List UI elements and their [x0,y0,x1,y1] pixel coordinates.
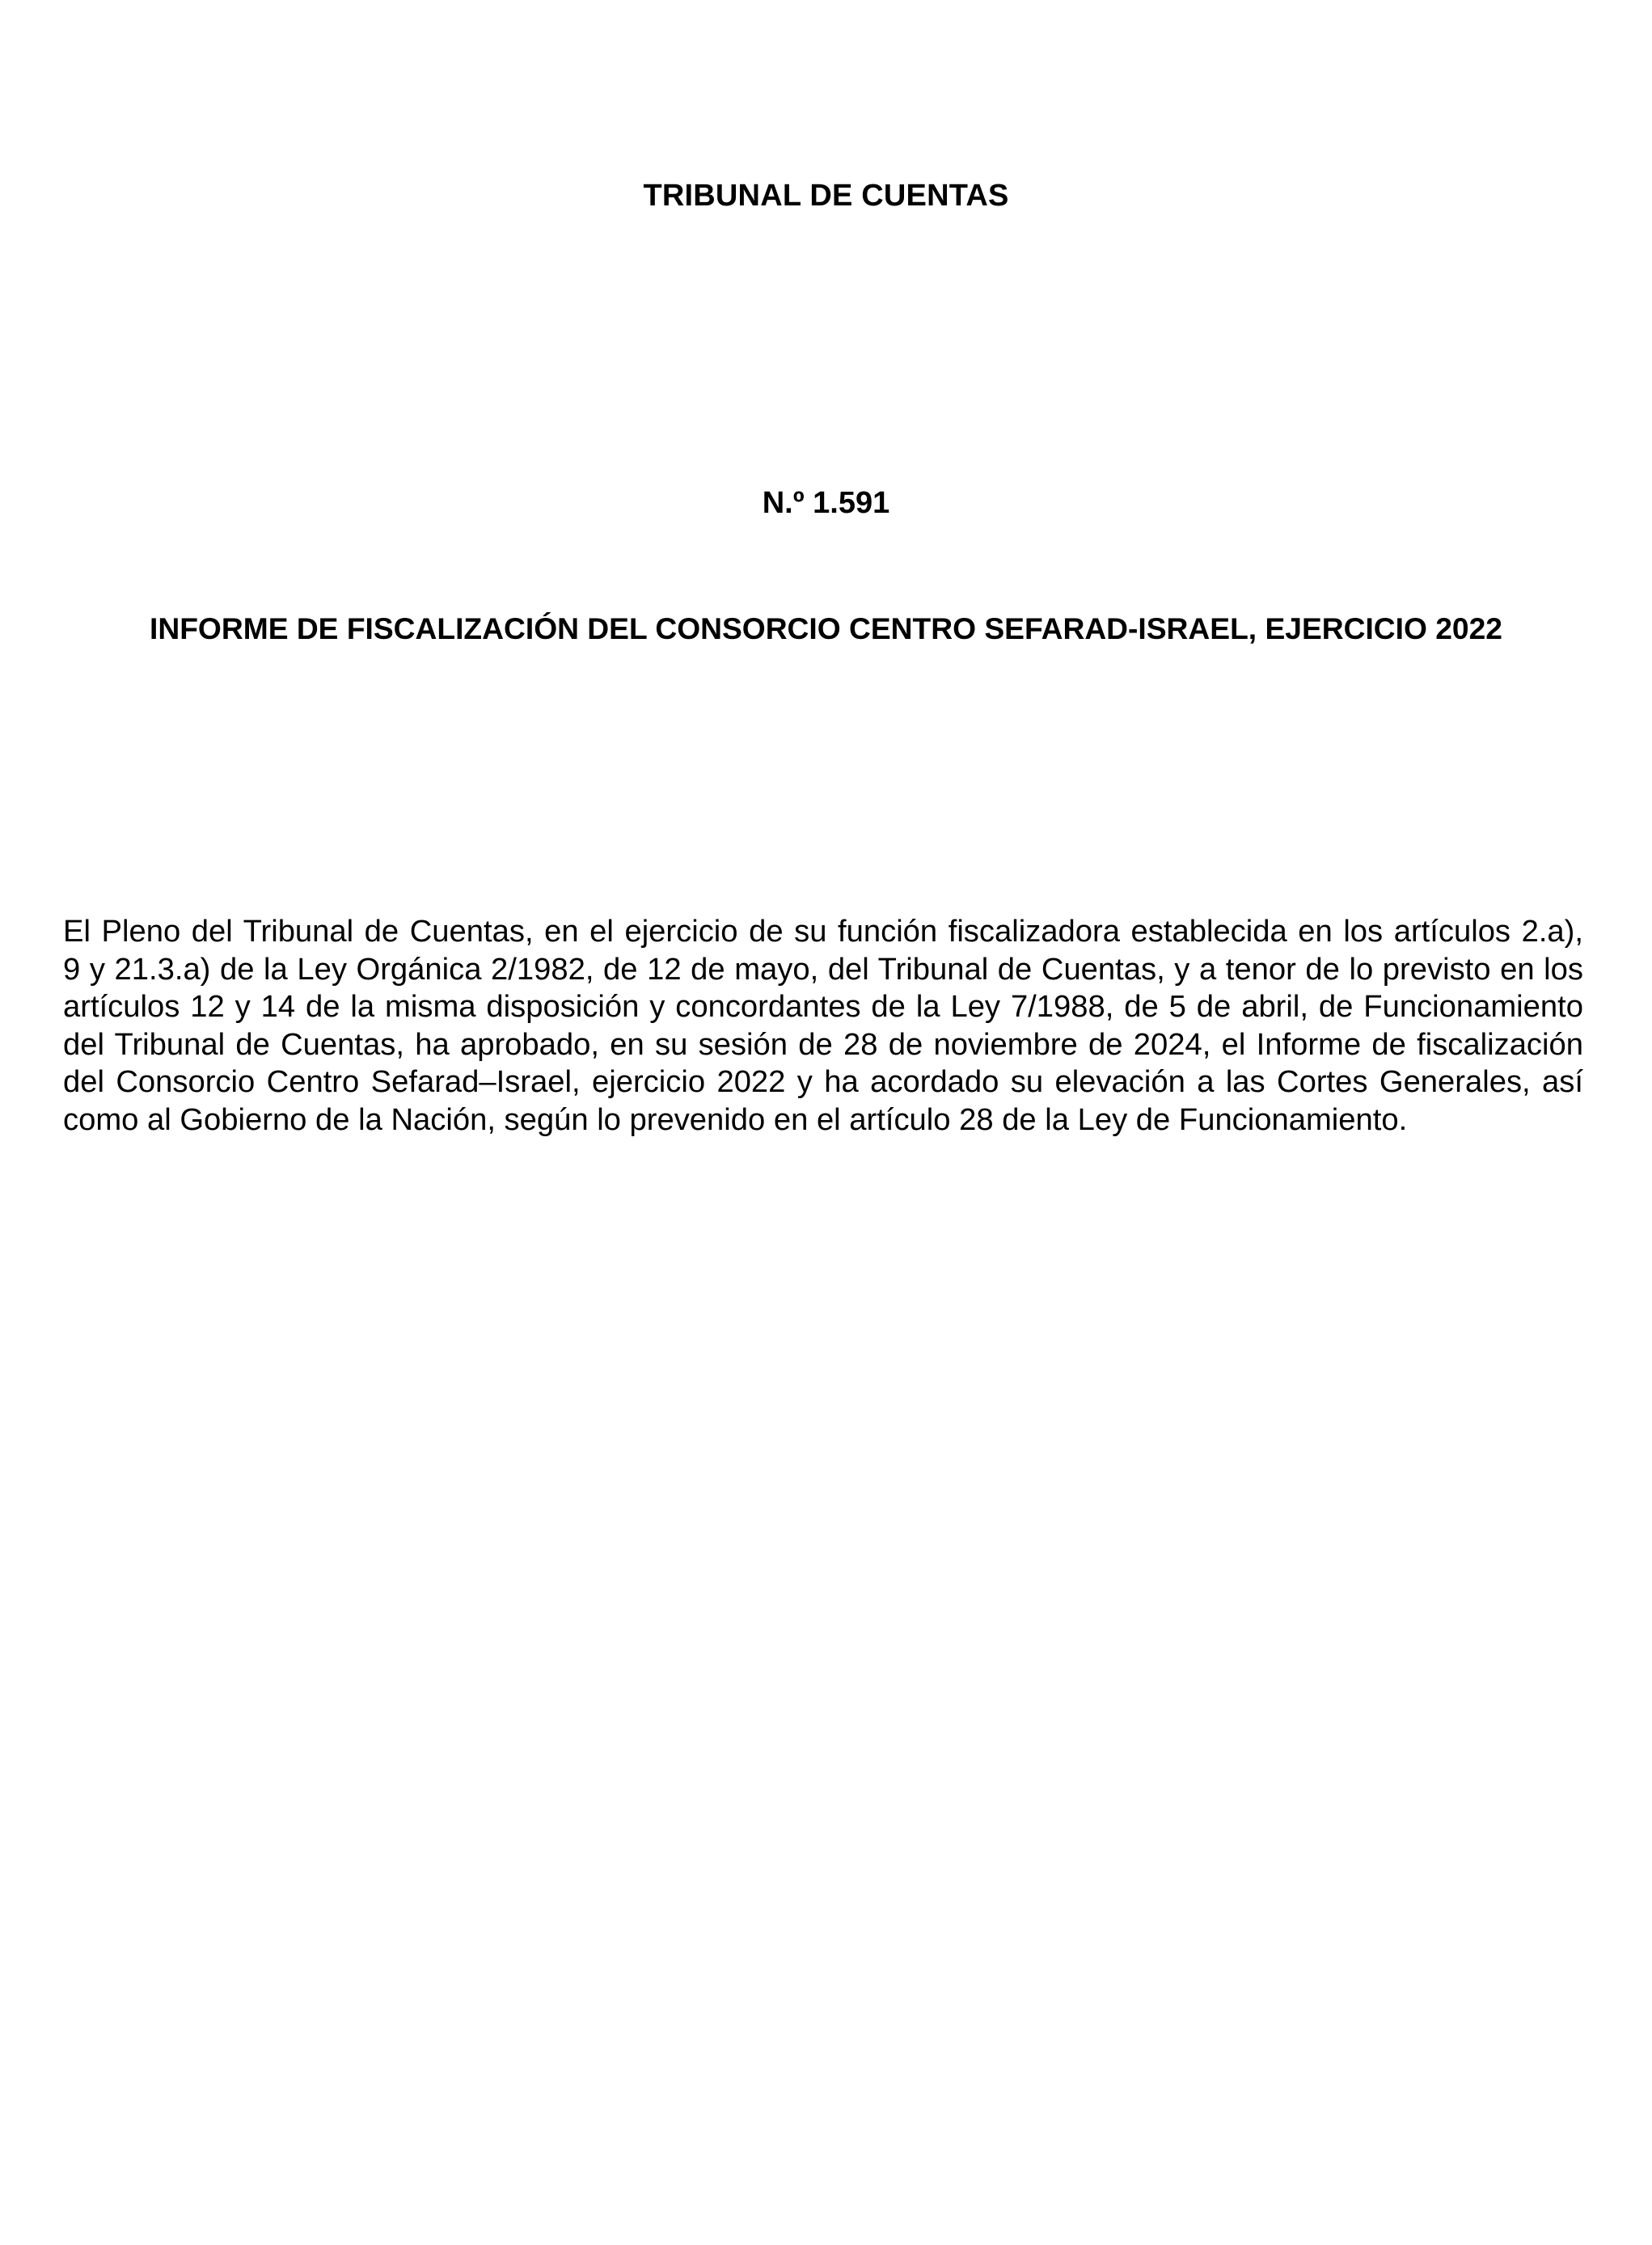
body-line: El Pleno del Tribunal de Cuentas, en el ejercicio de su función fiscalizadora establecida en los artículos 2.a), [63,914,1583,949]
body-line: como al Gobierno de la Nación, según lo prevenido en el artículo 28 de la Ley de Funcionamiento. [63,1101,1408,1137]
report-number: N.º 1.591 [762,486,890,520]
body-line: artículos 12 y 14 de la misma disposición y concordantes de la Ley 7/1988, de 5 de abril, de Funcionamiento [63,989,1583,1025]
report-title: INFORME DE FISCALIZACIÓN DEL CONSORCIO CENTRO SEFARAD-ISRAEL, EJERCICIO 2022 [150,611,1502,645]
body-line: del Consorcio Centro Sefarad–Israel, ejercicio 2022 y ha acordado su elevación a las Cortes Generales, así [63,1064,1583,1100]
body-line: del Tribunal de Cuentas, ha aprobado, en su sesión de 28 de noviembre de 2024, el Informe de fiscalización [63,1026,1583,1062]
organization-title: TRIBUNAL DE CUENTAS [643,179,1009,213]
body-line: 9 y 21.3.a) de la Ley Orgánica 2/1982, de 12 de mayo, del Tribunal de Cuentas, y a tenor de lo previsto en los [63,951,1583,987]
body-paragraph [63,913,1583,1139]
